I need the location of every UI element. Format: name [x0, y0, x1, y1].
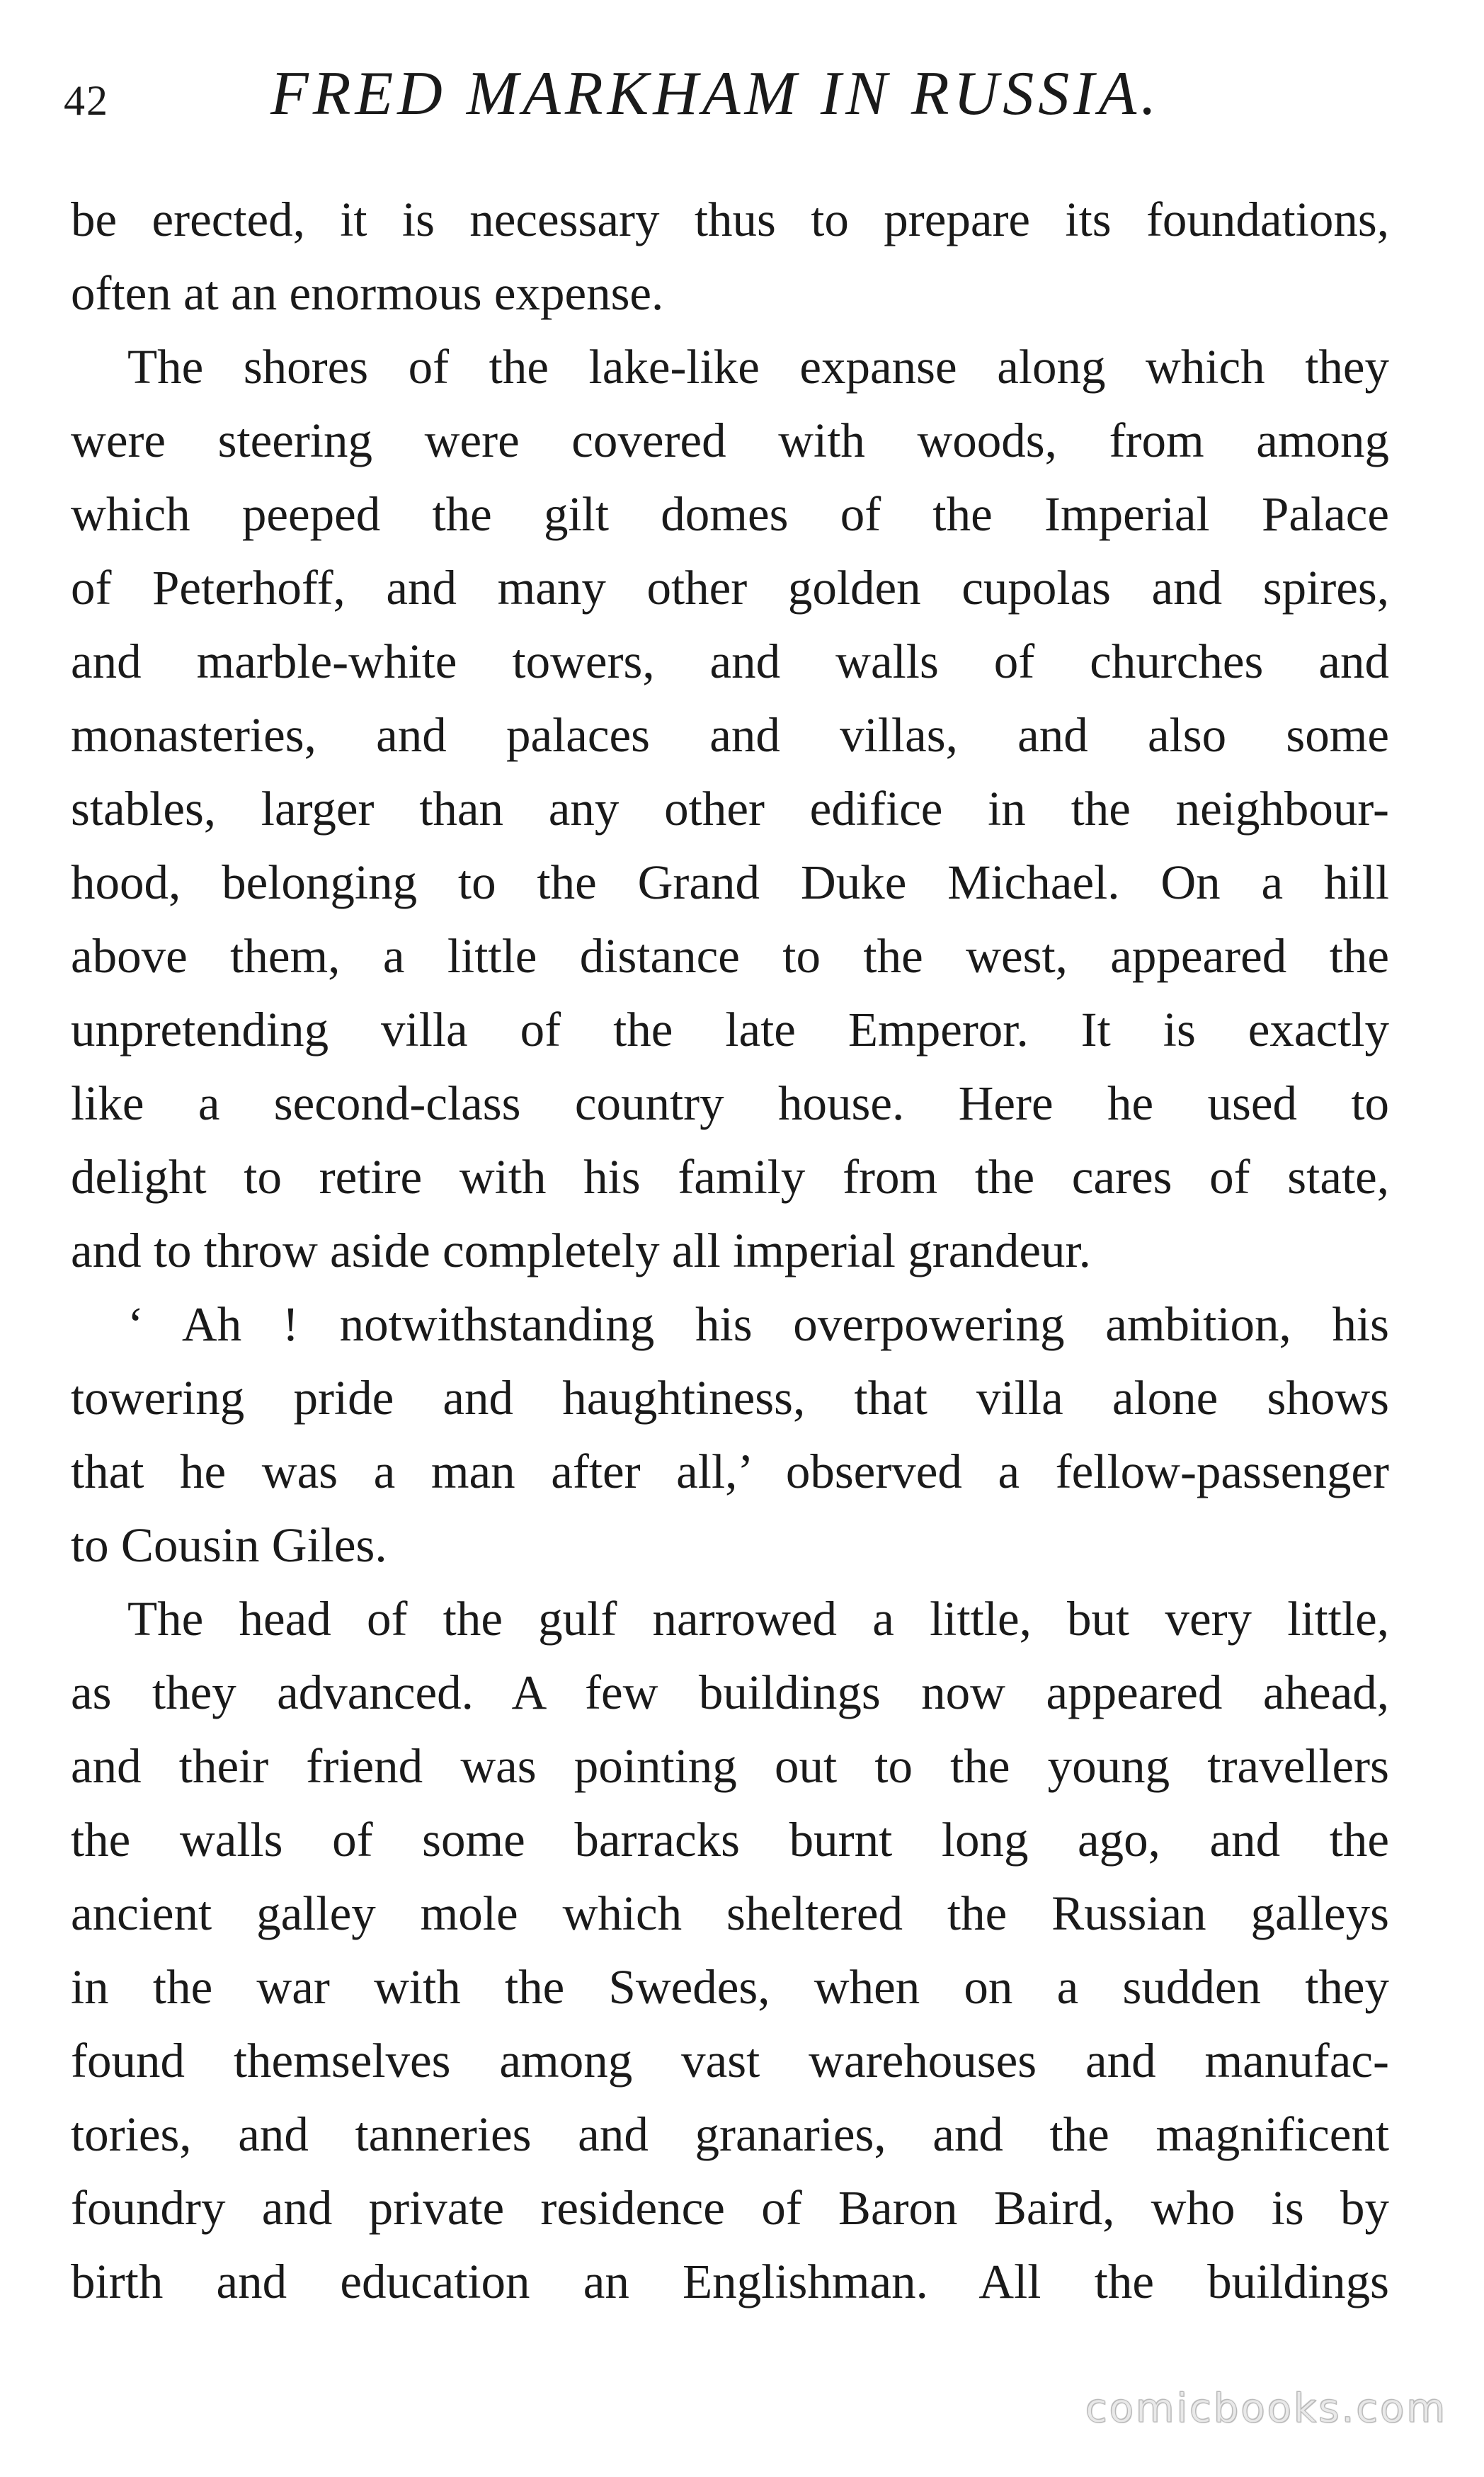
text-line: foundry and private residence of Baron Baird, who is by — [71, 2181, 1389, 2235]
text-line: found themselves among vast warehouses and manufac- — [71, 2034, 1389, 2088]
text-line: above them, a little distance to the west, appeared the — [71, 929, 1389, 983]
text-line: to Cousin Giles. — [71, 1518, 387, 1572]
text-line: and marble-white towers, and walls of churches and — [71, 634, 1389, 688]
running-title: FRED MARKHAM IN RUSSIA. — [270, 59, 1161, 128]
text-line: be erected, it is necessary thus to prepare its foundations, — [71, 193, 1389, 246]
text-line: as they advanced. A few buildings now appeared ahead, — [71, 1665, 1389, 1719]
text-line: which peeped the gilt domes of the Imperial Palace — [71, 487, 1389, 541]
text-line: towering pride and haughtiness, that villa alone shows — [71, 1371, 1389, 1425]
text-line: in the war with the Swedes, when on a sudden they — [71, 1960, 1389, 2014]
running-head — [64, 58, 1416, 150]
text-line: often at an enormous expense. — [71, 266, 664, 320]
text-line: stables, larger than any other edifice in the neighbour- — [71, 782, 1389, 836]
text-line: and their friend was pointing out to the young travellers — [71, 1739, 1389, 1793]
text-line: the walls of some barracks burnt long ago, and the — [71, 1813, 1389, 1867]
text-line: The shores of the lake-like expanse along which they — [127, 340, 1389, 394]
text-line: that he was a man after all,’ observed a fellow-passenger — [71, 1445, 1389, 1498]
text-line: delight to retire with his family from the cares of state, — [71, 1150, 1389, 1204]
text-line: were steering were covered with woods, from among — [71, 414, 1389, 467]
text-line: birth and education an Englishman. All the buildings — [71, 2255, 1389, 2308]
text-line: like a second-class country house. Here he used to — [71, 1076, 1389, 1130]
text-line: of Peterhoff, and many other golden cupolas and spires, — [71, 561, 1389, 615]
watermark: comicbooks.com — [1085, 2386, 1447, 2432]
text-line: tories, and tanneries and granaries, and the magnificent — [71, 2107, 1389, 2161]
text-line: monasteries, and palaces and villas, and also some — [71, 708, 1389, 762]
text-line: and to throw aside completely all imperial grandeur. — [71, 1224, 1091, 1277]
page-number: 42 — [64, 77, 109, 124]
text-line: The head of the gulf narrowed a little, but very little, — [127, 1592, 1389, 1646]
text-line: unpretending villa of the late Emperor. It is exactly — [71, 1003, 1389, 1057]
text-line: hood, belonging to the Grand Duke Michael. On a hill — [71, 855, 1389, 909]
text-line: ancient galley mole which sheltered the Russian galleys — [71, 1886, 1389, 1940]
body-text — [71, 183, 1389, 2318]
text-line: ‘ Ah ! notwithstanding his overpowering ambition, his — [127, 1297, 1389, 1351]
